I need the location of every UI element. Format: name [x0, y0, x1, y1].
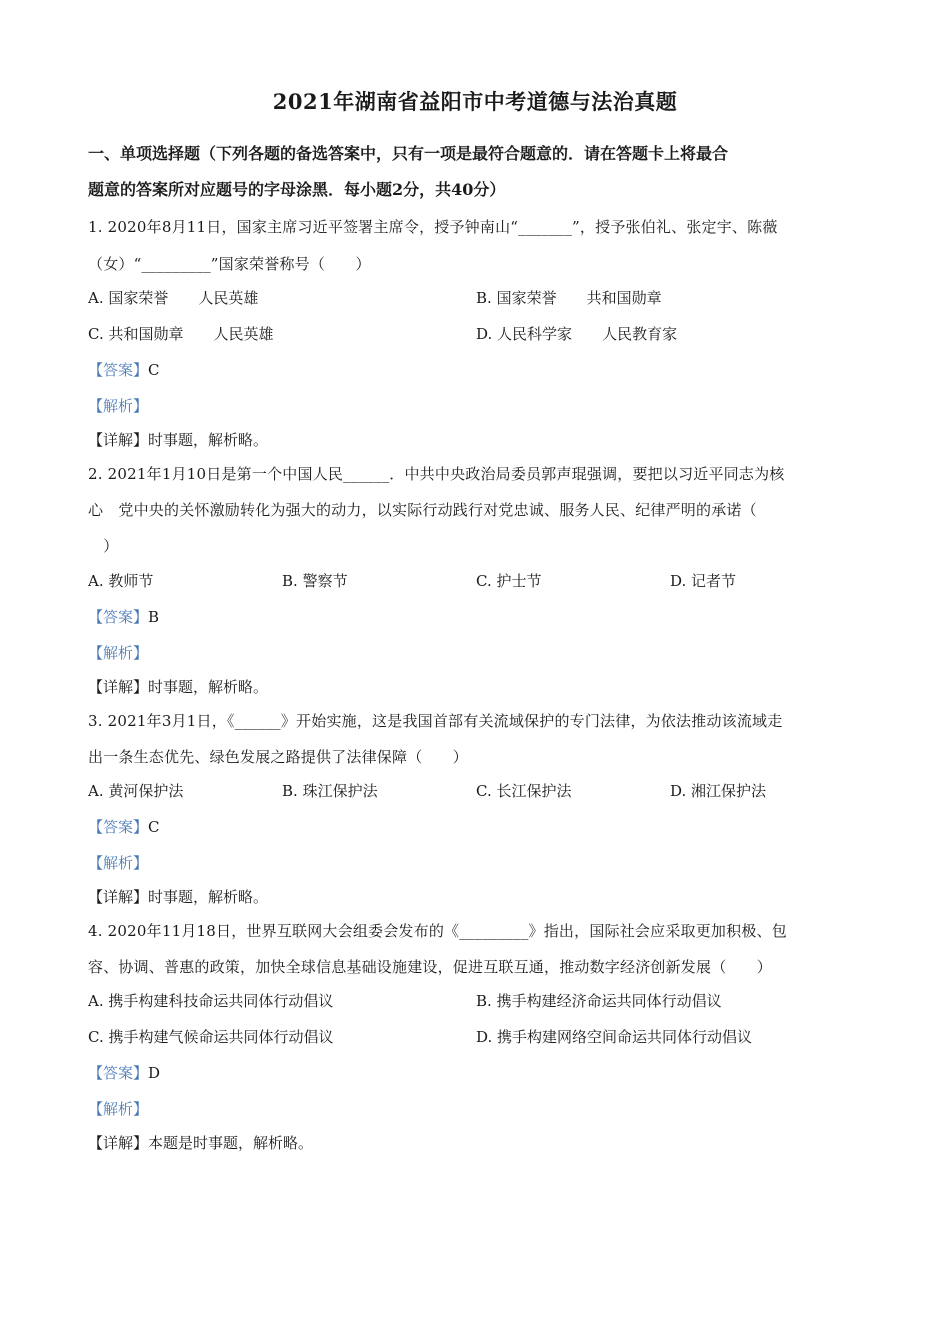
question-2-stem-line-1: 2. 2021年1月10日是第一个中国人民______．中共中央政治局委员郭声琨强调，要把以习近平同志为核 [88, 465, 785, 483]
answer-value: C [148, 818, 160, 836]
question-4-option-b: B. 携手构建经济命运共同体行动倡议 [476, 992, 722, 1010]
question-4-option-c: C. 携手构建气候命运共同体行动倡议 [88, 1028, 334, 1046]
answer-label: 【答案】 [88, 818, 149, 836]
question-3-option-a: A. 黄河保护法 [88, 782, 184, 800]
question-1-stem-line-2: （女）“_________”国家荣誉称号（ ） [88, 255, 371, 273]
question-2-answer [88, 606, 159, 627]
page-title: 2021年湖南省益阳市中考道德与法治真题 [272, 89, 678, 114]
answer-label: 【答案】 [88, 361, 149, 379]
question-3-stem-line-1: 3. 2021年3月1日，《______》开始实施，这是我国首部有关流域保护的专门法律，为依法推动该流域走 [88, 712, 783, 730]
question-1-analysis-label: 【解析】 [88, 397, 149, 415]
question-2-option-a: A. 教师节 [88, 572, 154, 590]
answer-label: 【答案】 [88, 608, 149, 626]
question-1-option-c: C. 共和国勋章 人民英雄 [88, 325, 274, 343]
question-3-option-b: B. 珠江保护法 [282, 782, 378, 800]
section-heading-line-2: 题意的答案所对应题号的字母涂黑．每小题2分，共40分） [88, 180, 506, 199]
question-2-option-c: C. 护士节 [476, 572, 542, 590]
question-3-analysis-label: 【解析】 [88, 854, 149, 872]
question-3-stem-line-2: 出一条生态优先、绿色发展之路提供了法律保障（ ） [88, 748, 469, 766]
question-4-analysis-label: 【解析】 [88, 1100, 149, 1118]
question-4-stem-line-1: 4. 2020年11月18日，世界互联网大会组委会发布的《_________》指出，国际社会应采取更加积极、包 [88, 922, 787, 940]
question-2-analysis-label: 【解析】 [88, 644, 149, 662]
question-4-answer [88, 1062, 160, 1083]
question-2-stem-line-2: 心 党中央的关怀激励转化为强大的动力，以实际行动践行对党忠诚、服务人民、纪律严明的承诺（ [88, 501, 757, 519]
answer-label: 【答案】 [88, 1064, 149, 1082]
section-heading-line-1: 一、单项选择题（下列各题的备选答案中，只有一项是最符合题意的．请在答题卡上将最合 [88, 144, 729, 163]
question-4-option-d: D. 携手构建网络空间命运共同体行动倡议 [476, 1028, 753, 1046]
question-3-answer [88, 816, 160, 837]
question-4-stem-line-2: 容、协调、普惠的政策，加快全球信息基础设施建设，促进互联互通，推动数字经济创新发展（ ） [88, 958, 773, 976]
question-1-detail: 【详解】时事题，解析略。 [88, 431, 269, 449]
section-heading [88, 136, 868, 208]
question-3-option-d: D. 湘江保护法 [670, 782, 767, 800]
question-2-option-b: B. 警察节 [282, 572, 348, 590]
question-1-option-a: A. 国家荣誉 人民英雄 [88, 289, 259, 307]
answer-value: C [148, 361, 160, 379]
question-1-stem-line-1: 1. 2020年8月11日，国家主席习近平签署主席令，授予钟南山“_______”，授予张伯礼、张定宇、陈薇 [88, 218, 778, 236]
answer-value: D [148, 1064, 161, 1082]
question-1-option-d: D. 人民科学家 人民教育家 [476, 325, 678, 343]
question-1-option-b: B. 国家荣誉 共和国勋章 [476, 289, 662, 307]
question-3-option-c: C. 长江保护法 [476, 782, 572, 800]
question-3-detail: 【详解】时事题，解析略。 [88, 888, 269, 906]
answer-value: B [148, 608, 160, 626]
question-2-stem-line-3: ） [88, 537, 119, 555]
question-1-answer [88, 359, 160, 380]
question-4-detail: 【详解】本题是时事题，解析略。 [88, 1134, 314, 1152]
question-4-option-a: A. 携手构建科技命运共同体行动倡议 [88, 992, 334, 1010]
question-2-option-d: D. 记者节 [670, 572, 737, 590]
question-2-detail: 【详解】时事题，解析略。 [88, 678, 269, 696]
